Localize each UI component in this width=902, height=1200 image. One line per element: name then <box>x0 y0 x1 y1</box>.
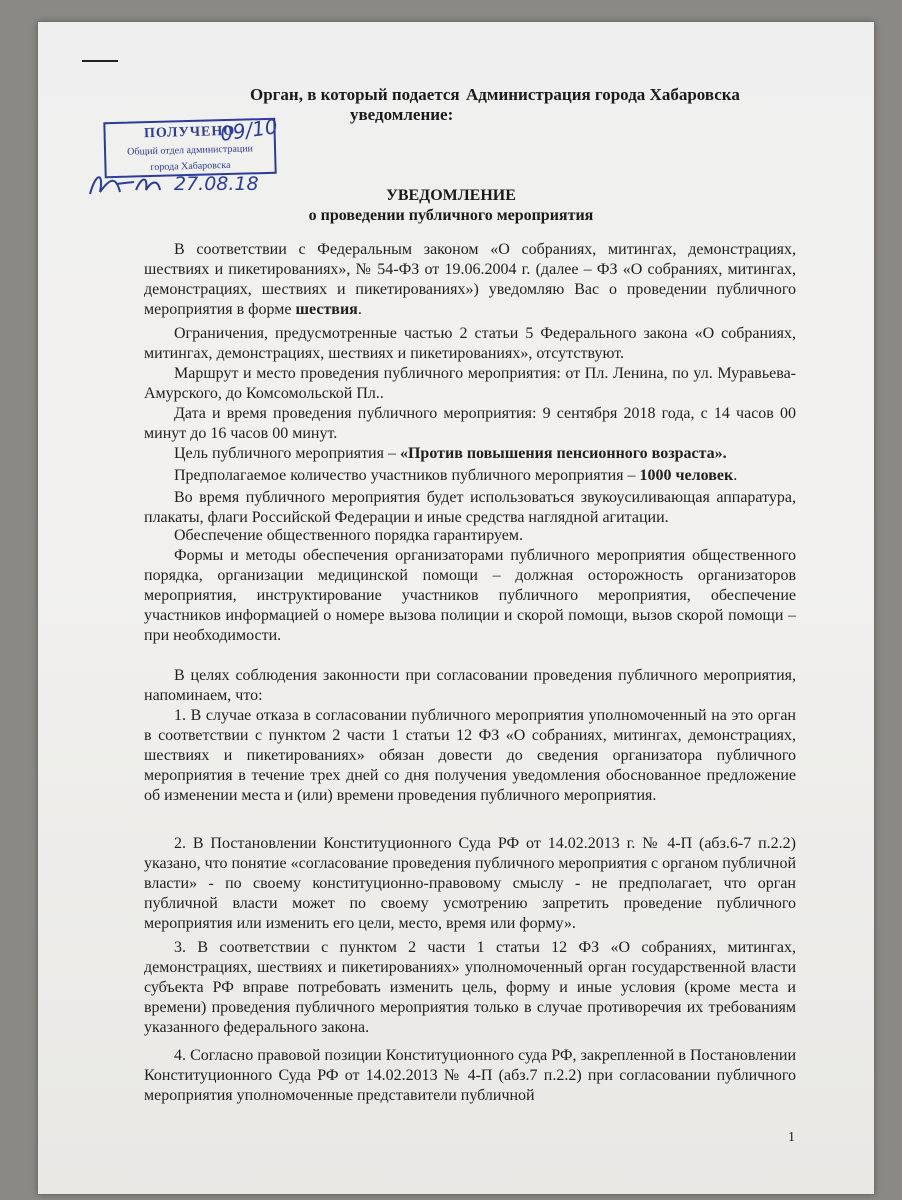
paragraph-restrictions: Ограничения, предусмотренные частью 2 статьи 5 Федерального закона «О собраниях, митингах, демонстрациях, шествиях и пикетированиях», отсутствуют. <box>144 325 796 362</box>
paragraph-route: Маршрут и место проведения публичного мероприятия: от Пл. Ленина, по ул. Муравьева-Амурского, до Комсомольской Пл.. <box>144 365 796 402</box>
paragraph-equipment: Во время публичного мероприятия будет использоваться звукоусиливающая аппаратура, плакаты, флаги Российской Федерации и иные средства наглядной агитации. <box>144 489 796 526</box>
paragraph-participants: Предполагаемое количество участников публичного мероприятия – 1000 человек. <box>174 467 738 484</box>
page-number: 1 <box>788 1130 795 1145</box>
document-title: УВЕДОМЛЕНИЕ <box>386 187 516 204</box>
list-item-1: 1. В случае отказа в согласовании публичного мероприятия уполномоченный на это орган в соответствии с пунктом 2 части 1 статьи 12 ФЗ «О собраниях, митингах, демонстрациях, шествиях и пикетированиях» обязан довести до сведения организатора публичного мероприятия в течение трех дней со дня получения уведомления обоснованное предложение об изменении места и (или) времени проведения публичного мероприятия. <box>144 707 796 804</box>
paragraph-datetime: Дата и время проведения публичного мероприятия: 9 сентября 2018 года, с 14 часов 00 минут до 16 часов 00 минут. <box>144 405 796 442</box>
header-recipient: Администрация города Хабаровска <box>466 85 740 104</box>
document-subtitle: о проведении публичного мероприятия <box>308 207 594 224</box>
paragraph-reminder: В целях соблюдения законности при согласовании проведения публичного мероприятия, напоминаем, что: <box>144 667 796 704</box>
paragraph-order: Обеспечение общественного порядка гарантируем. <box>174 527 524 544</box>
stamp-line2: города Хабаровска <box>150 159 231 174</box>
stamp-line1: Общий отдел администрации <box>127 143 254 158</box>
corner-mark <box>82 60 118 62</box>
paragraph-intro: В соответствии с Федеральным законом «О собраниях, митингах, демонстрациях, шествиях и пикетированиях», № 54-ФЗ от 19.06.2004 г. (далее – ФЗ «О собраниях, митингах, демонстрациях, шествиях и пикетированиях») уведомляю Вас о проведении публичного мероприятия в форме шествия. <box>144 241 796 318</box>
stamp-title: ПОЛУЧЕНО <box>143 123 236 142</box>
header-label-line1: Орган, в который подается <box>250 85 460 104</box>
signature-date: 27.08.18 <box>174 173 259 195</box>
stamp-number: 09/10 <box>218 114 280 146</box>
list-item-2: 2. В Постановлении Конституционного Суда РФ от 14.02.2013 г. № 4-П (абз.6-7 п.2.2) указано, что понятие «согласование проведения публичного мероприятия с органом публичной власти» - по своему конституционно-правовому смыслу - не предполагает, что орган публичной власти может по своему усмотрению запретить проведение публичного мероприятия или изменить его цели, место, время или форму». <box>144 835 796 932</box>
paragraph-purpose: Цель публичного мероприятия – «Против повышения пенсионного возраста». <box>174 445 727 462</box>
list-item-4: 4. Согласно правовой позиции Конституционного суда РФ, закрепленной в Постановлении Конституционного Суда РФ от 14.02.2013 № 4-П (абз.7 п.2.2) при согласовании публичного мероприятия уполномоченные представители публичной <box>144 1047 796 1104</box>
list-item-3: 3. В соответствии с пунктом 2 части 1 статьи 12 ФЗ «О собраниях, митингах, демонстрациях, шествиях и пикетированиях» уполномоченный орган государственной власти субъекта РФ вправе потребовать изменить цель, форму и иные условия (кроме места и времени) проведения публичного мероприятия только в случае противоречия их требованиям указанного федерального закона. <box>144 939 796 1036</box>
header-label-line2: уведомление: <box>350 105 454 124</box>
paragraph-methods: Формы и методы обеспечения организаторами публичного мероприятия общественного порядка, организации медицинской помощи – должная осторожность организаторов мероприятия, инструктирование участников публичного мероприятия, обеспечение участников информацией о номере вызова полиции и скорой помощи, вызов скорой помощи – при необходимости. <box>144 547 796 644</box>
